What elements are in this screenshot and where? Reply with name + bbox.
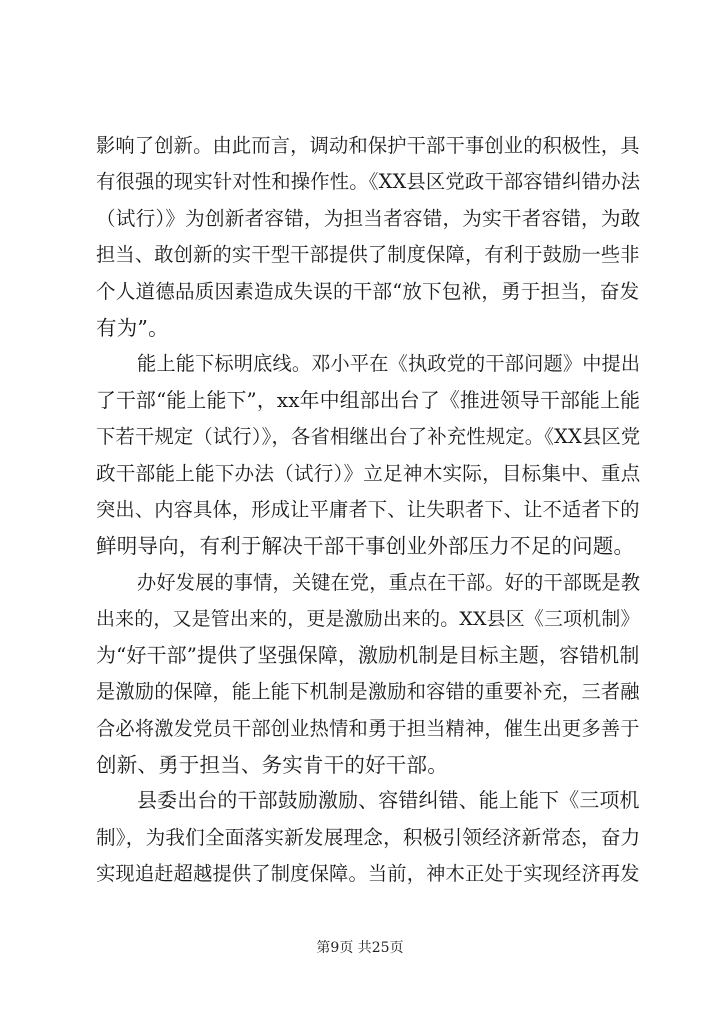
document-body bbox=[96, 128, 640, 893]
text-line: 为“好干部”提供了坚强保障，激励机制是目标主题，容错机制 bbox=[96, 643, 640, 667]
text-line: 有很强的现实针对性和操作性。《XX县区党政干部容错纠错办法 bbox=[96, 170, 641, 194]
text-line: 创新、勇于担当、务实肯干的好干部。 bbox=[96, 752, 448, 777]
text-line: 影响了创新。由此而言，调动和保护干部干事创业的积极性，具 bbox=[96, 134, 640, 157]
text-line: 实现追赶超越提供了制度保障。当前，神木正处于实现经济再发 bbox=[96, 862, 640, 886]
text-line: 个人道德品质因素造成失误的干部“放下包袱，勇于担当，奋发 bbox=[96, 279, 640, 303]
text-line: 突出、内容具体，形成让平庸者下、让失职者下、让不适者下的 bbox=[96, 498, 640, 522]
text-line: 了干部“能上能下”，xx年中组部出台了《推进领导干部能上能 bbox=[96, 388, 641, 412]
paragraph bbox=[96, 565, 640, 783]
page-footer: 第9页 共25页 bbox=[316, 940, 404, 956]
text-line: 是激励的保障，能上能下机制是激励和容错的重要补充，三者融 bbox=[96, 680, 640, 704]
text-line: （试行）》为创新者容错，为担当者容错，为实干者容错，为敢 bbox=[96, 206, 641, 230]
text-line: 能上能下标明底线。邓小平在《执政党的干部问题》中提出 bbox=[137, 352, 641, 376]
text-line: 政干部能上能下办法（试行）》立足神木实际，目标集中、重点 bbox=[96, 461, 641, 485]
text-line: 鲜明导向，有利于解决干部干事创业外部压力不足的问题。 bbox=[96, 534, 635, 559]
text-line: 下若干规定（试行）》，各省相继出台了补充性规定。《XX县区党 bbox=[96, 425, 641, 449]
text-line: 办好发展的事情，关键在党，重点在干部。好的干部既是教 bbox=[137, 570, 641, 594]
text-line: 县委出台的干部鼓励激励、容错纠错、能上能下《三项机 bbox=[137, 789, 640, 813]
paragraph bbox=[96, 128, 640, 346]
text-line: 担当、敢创新的实干型干部提供了制度保障，有利于鼓励一些非 bbox=[96, 243, 640, 267]
text-line: 出来的，又是管出来的，更是激励出来的。XX县区《三项机制》 bbox=[96, 608, 640, 631]
paragraph bbox=[96, 346, 640, 564]
text-line: 有为”。 bbox=[96, 316, 169, 341]
paragraph bbox=[96, 783, 640, 892]
text-line: 合必将激发党员干部创业热情和勇于担当精神，催生出更多善于 bbox=[96, 716, 640, 740]
text-line: 制》，为我们全面落实新发展理念，积极引领经济新常态，奋力 bbox=[96, 825, 641, 849]
